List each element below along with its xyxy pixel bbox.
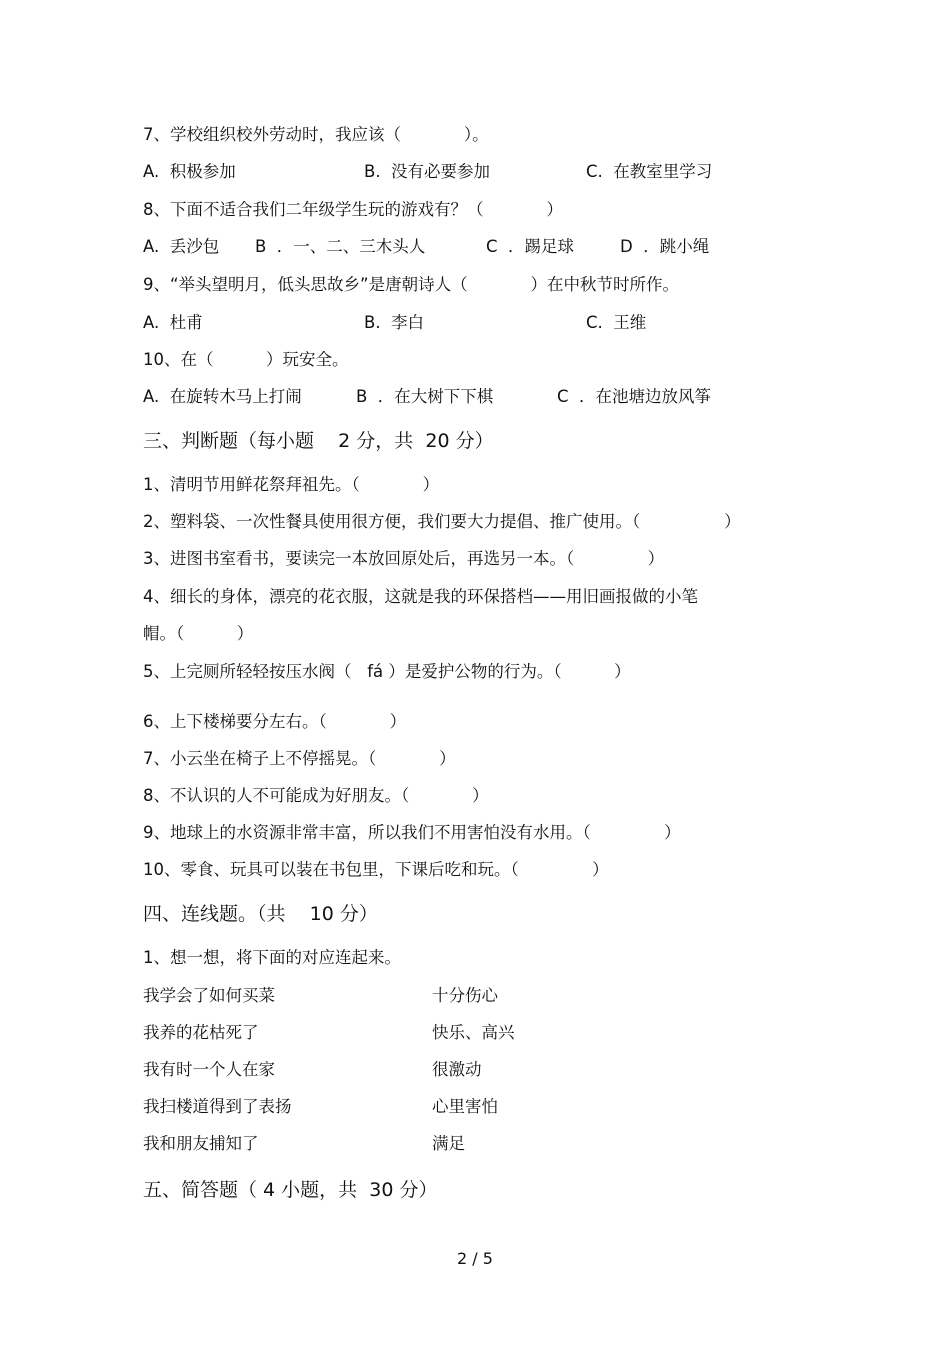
judge-item: 3、进图书室看书，要读完一本放回原处后，再选另一本。（ ）	[143, 549, 665, 568]
match-left-item: 我和朋友捕知了	[143, 1134, 259, 1153]
judge-item: 4、细长的身体，漂亮的花衣服，这就是我的环保搭档——用旧画报做的小笔	[143, 587, 698, 606]
judge-item: 1、清明节用鲜花祭拜祖先。（ ）	[143, 475, 440, 494]
question-9: 9、“举头望明月，低头思故乡”是唐朝诗人（ ）在中秋节时所作。	[143, 275, 680, 294]
section-4-heading: 四、连线题。（共 10 分）	[143, 903, 378, 925]
q7-option-c: C. 在教室里学习	[586, 162, 713, 181]
judge-item-continued: 帽。（ ）	[143, 624, 254, 643]
q7-option-b: B. 没有必要参加	[364, 162, 491, 181]
page-number: 2 / 5	[457, 1249, 493, 1268]
q10-option-b: B ．在大树下下棋	[356, 387, 494, 406]
match-right-item: 快乐、高兴	[432, 1023, 515, 1042]
match-right-item: 心里害怕	[432, 1097, 498, 1116]
match-left-item: 我有时一个人在家	[143, 1060, 275, 1079]
question-7: 7、学校组织校外劳动时，我应该（ ）。	[143, 125, 489, 144]
question-10: 10、在（ ）玩安全。	[143, 350, 349, 369]
q8-option-b: B ．一、二、三木头人	[255, 237, 426, 256]
q8-option-c: C ．踢足球	[486, 237, 575, 256]
judge-item: 6、上下楼梯要分左右。（ ）	[143, 712, 407, 731]
match-right-item: 很激动	[432, 1060, 482, 1079]
q9-option-a: A. 杜甫	[143, 313, 203, 332]
q10-option-a: A. 在旋转木马上打闹	[143, 387, 302, 406]
judge-item: 9、地球上的水资源非常丰富，所以我们不用害怕没有水用。（ ）	[143, 823, 681, 842]
match-left-item: 我扫楼道得到了表扬	[143, 1097, 292, 1116]
match-left-item: 我养的花枯死了	[143, 1023, 259, 1042]
q8-option-a: A. 丢沙包	[143, 237, 220, 256]
q8-option-d: D ．跳小绳	[620, 237, 710, 256]
judge-item: 10、零食、玩具可以装在书包里，下课后吃和玩。（ ）	[143, 860, 609, 879]
judge-item: 8、不认识的人不可能成为好朋友。（ ）	[143, 786, 489, 805]
judge-item: 5、上完厕所轻轻按压水阀（ fá ）是爱护公物的行为。（ ）	[143, 662, 631, 681]
judge-item: 2、塑料袋、一次性餐具使用很方便，我们要大力提倡、推广使用。（ ）	[143, 512, 741, 531]
matching-prompt: 1、想一想，将下面的对应连起来。	[143, 948, 401, 967]
section-5-heading: 五、简答题（ 4 小题，共 30 分）	[143, 1179, 438, 1201]
q10-option-c: C ．在池塘边放风筝	[557, 387, 712, 406]
q9-option-b: B. 李白	[364, 313, 425, 332]
section-3-heading: 三、判断题（每小题 2 分，共 20 分）	[143, 430, 494, 452]
match-right-item: 满足	[432, 1134, 465, 1153]
q7-option-a: A. 积极参加	[143, 162, 236, 181]
match-right-item: 十分伤心	[432, 986, 498, 1005]
q9-option-c: C. 王维	[586, 313, 647, 332]
match-left-item: 我学会了如何买菜	[143, 986, 275, 1005]
question-8: 8、下面不适合我们二年级学生玩的游戏有？（ ）	[143, 200, 563, 219]
judge-item: 7、小云坐在椅子上不停摇晃。（ ）	[143, 749, 456, 768]
